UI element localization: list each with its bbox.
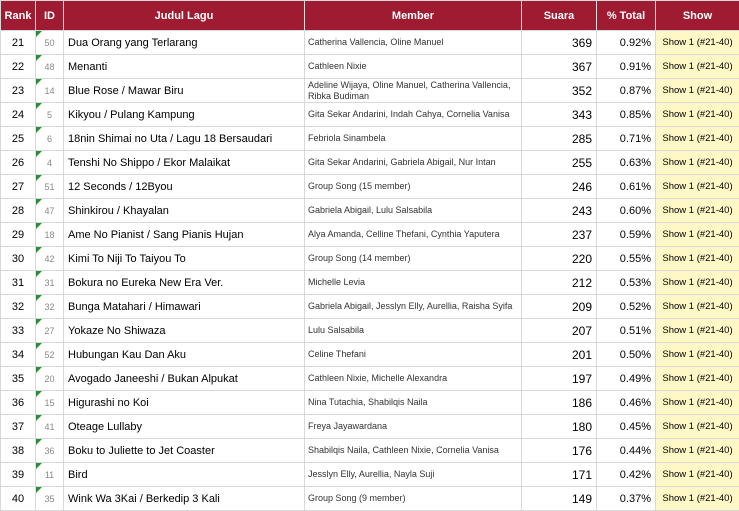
table-row (1, 271, 739, 295)
percent-total-cell: 0.44% (597, 439, 656, 463)
header-member[interactable]: Member (305, 1, 522, 31)
show-cell: Show 1 (#21-40) (656, 367, 739, 391)
header-rank[interactable]: Rank (1, 1, 36, 31)
votes-cell: 343 (522, 103, 597, 127)
show-cell: Show 1 (#21-40) (656, 271, 739, 295)
id-cell: 32 (36, 295, 64, 319)
id-cell: 35 (36, 487, 64, 511)
song-title-cell: Yokaze No Shiwaza (64, 319, 305, 343)
table-row (1, 79, 739, 103)
song-title-cell: Bird (64, 463, 305, 487)
member-cell: Alya Amanda, Celline Thefani, Cynthia Yaputera (305, 223, 522, 247)
show-cell: Show 1 (#21-40) (656, 343, 739, 367)
song-title-cell: Shinkirou / Khayalan (64, 199, 305, 223)
votes-cell: 246 (522, 175, 597, 199)
table-row (1, 319, 739, 343)
member-cell: Cathleen Nixie, Michelle Alexandra (305, 367, 522, 391)
member-cell: Michelle Levia (305, 271, 522, 295)
member-cell: Lulu Salsabila (305, 319, 522, 343)
show-cell: Show 1 (#21-40) (656, 151, 739, 175)
member-cell: Gabriela Abigail, Lulu Salsabila (305, 199, 522, 223)
percent-total-cell: 0.49% (597, 367, 656, 391)
percent-total-cell: 0.60% (597, 199, 656, 223)
percent-total-cell: 0.52% (597, 295, 656, 319)
show-cell: Show 1 (#21-40) (656, 31, 739, 55)
rank-cell: 24 (1, 103, 36, 127)
table-row (1, 103, 739, 127)
votes-cell: 171 (522, 463, 597, 487)
header-title[interactable]: Judul Lagu (64, 1, 305, 31)
rank-cell: 36 (1, 391, 36, 415)
table-row (1, 487, 739, 511)
percent-total-cell: 0.92% (597, 31, 656, 55)
votes-cell: 237 (522, 223, 597, 247)
votes-cell: 149 (522, 487, 597, 511)
percent-total-cell: 0.42% (597, 463, 656, 487)
votes-cell: 367 (522, 55, 597, 79)
votes-cell: 212 (522, 271, 597, 295)
percent-total-cell: 0.59% (597, 223, 656, 247)
id-cell: 52 (36, 343, 64, 367)
table-row (1, 55, 739, 79)
percent-total-cell: 0.45% (597, 415, 656, 439)
id-cell: 41 (36, 415, 64, 439)
show-cell: Show 1 (#21-40) (656, 127, 739, 151)
show-cell: Show 1 (#21-40) (656, 487, 739, 511)
id-cell: 6 (36, 127, 64, 151)
song-title-cell: Wink Wa 3Kai / Berkedip 3 Kali (64, 487, 305, 511)
member-cell: Jesslyn Elly, Aurellia, Nayla Suji (305, 463, 522, 487)
rank-cell: 25 (1, 127, 36, 151)
song-title-cell: 12 Seconds / 12Byou (64, 175, 305, 199)
rank-cell: 37 (1, 415, 36, 439)
votes-cell: 201 (522, 343, 597, 367)
song-title-cell: Avogado Janeeshi / Bukan Alpukat (64, 367, 305, 391)
header-id[interactable]: ID (36, 1, 64, 31)
rank-cell: 39 (1, 463, 36, 487)
id-cell: 50 (36, 31, 64, 55)
rank-cell: 32 (1, 295, 36, 319)
rank-cell: 27 (1, 175, 36, 199)
table-row (1, 223, 739, 247)
table-row (1, 343, 739, 367)
show-cell: Show 1 (#21-40) (656, 79, 739, 103)
table-row (1, 367, 739, 391)
rank-cell: 38 (1, 439, 36, 463)
rank-cell: 28 (1, 199, 36, 223)
rank-cell: 23 (1, 79, 36, 103)
table-row (1, 31, 739, 55)
member-cell: Gita Sekar Andarini, Indah Cahya, Cornelia Vanisa (305, 103, 522, 127)
member-cell: Group Song (15 member) (305, 175, 522, 199)
table-row (1, 199, 739, 223)
id-cell: 31 (36, 271, 64, 295)
show-cell: Show 1 (#21-40) (656, 463, 739, 487)
show-cell: Show 1 (#21-40) (656, 415, 739, 439)
header-percent-total[interactable]: % Total (597, 1, 656, 31)
table-row (1, 175, 739, 199)
rank-cell: 22 (1, 55, 36, 79)
votes-cell: 207 (522, 319, 597, 343)
member-cell: Febriola Sinambela (305, 127, 522, 151)
percent-total-cell: 0.46% (597, 391, 656, 415)
song-title-cell: Tenshi No Shippo / Ekor Malaikat (64, 151, 305, 175)
percent-total-cell: 0.91% (597, 55, 656, 79)
show-cell: Show 1 (#21-40) (656, 391, 739, 415)
song-title-cell: 18nin Shimai no Uta / Lagu 18 Bersaudari (64, 127, 305, 151)
rank-cell: 33 (1, 319, 36, 343)
id-cell: 5 (36, 103, 64, 127)
votes-cell: 352 (522, 79, 597, 103)
id-cell: 42 (36, 247, 64, 271)
member-cell: Adeline Wijaya, Oline Manuel, Catherina Vallencia, Ribka Budiman (305, 79, 522, 103)
member-cell: Group Song (9 member) (305, 487, 522, 511)
table-body (1, 31, 739, 511)
votes-cell: 176 (522, 439, 597, 463)
percent-total-cell: 0.50% (597, 343, 656, 367)
song-title-cell: Kikyou / Pulang Kampung (64, 103, 305, 127)
table-row (1, 439, 739, 463)
id-cell: 48 (36, 55, 64, 79)
header-votes[interactable]: Suara (522, 1, 597, 31)
header-row (1, 1, 739, 31)
rank-cell: 21 (1, 31, 36, 55)
song-title-cell: Hubungan Kau Dan Aku (64, 343, 305, 367)
table-row (1, 295, 739, 319)
id-cell: 27 (36, 319, 64, 343)
table-row (1, 247, 739, 271)
votes-cell: 220 (522, 247, 597, 271)
votes-cell: 186 (522, 391, 597, 415)
id-cell: 4 (36, 151, 64, 175)
votes-cell: 243 (522, 199, 597, 223)
song-title-cell: Higurashi no Koi (64, 391, 305, 415)
percent-total-cell: 0.71% (597, 127, 656, 151)
show-cell: Show 1 (#21-40) (656, 175, 739, 199)
table-row (1, 151, 739, 175)
id-cell: 11 (36, 463, 64, 487)
percent-total-cell: 0.87% (597, 79, 656, 103)
id-cell: 20 (36, 367, 64, 391)
percent-total-cell: 0.53% (597, 271, 656, 295)
song-title-cell: Dua Orang yang Terlarang (64, 31, 305, 55)
table-header (1, 1, 739, 31)
song-title-cell: Kimi To Niji To Taiyou To (64, 247, 305, 271)
member-cell: Nina Tutachia, Shabilqis Naila (305, 391, 522, 415)
rank-cell: 26 (1, 151, 36, 175)
member-cell: Group Song (14 member) (305, 247, 522, 271)
id-cell: 18 (36, 223, 64, 247)
member-cell: Cathleen Nixie (305, 55, 522, 79)
show-cell: Show 1 (#21-40) (656, 223, 739, 247)
member-cell: Celine Thefani (305, 343, 522, 367)
percent-total-cell: 0.51% (597, 319, 656, 343)
song-title-cell: Bokura no Eureka New Era Ver. (64, 271, 305, 295)
show-cell: Show 1 (#21-40) (656, 319, 739, 343)
song-title-cell: Blue Rose / Mawar Biru (64, 79, 305, 103)
show-cell: Show 1 (#21-40) (656, 55, 739, 79)
percent-total-cell: 0.63% (597, 151, 656, 175)
id-cell: 51 (36, 175, 64, 199)
id-cell: 15 (36, 391, 64, 415)
table-row (1, 391, 739, 415)
votes-cell: 369 (522, 31, 597, 55)
song-title-cell: Boku to Juliette to Jet Coaster (64, 439, 305, 463)
votes-cell: 180 (522, 415, 597, 439)
id-cell: 36 (36, 439, 64, 463)
member-cell: Freya Jayawardana (305, 415, 522, 439)
table-row (1, 127, 739, 151)
song-title-cell: Bunga Matahari / Himawari (64, 295, 305, 319)
show-cell: Show 1 (#21-40) (656, 199, 739, 223)
song-title-cell: Menanti (64, 55, 305, 79)
percent-total-cell: 0.55% (597, 247, 656, 271)
votes-cell: 285 (522, 127, 597, 151)
table-row (1, 415, 739, 439)
header-show[interactable]: Show (656, 1, 739, 31)
votes-cell: 209 (522, 295, 597, 319)
rank-cell: 40 (1, 487, 36, 511)
song-title-cell: Ame No Pianist / Sang Pianis Hujan (64, 223, 305, 247)
percent-total-cell: 0.85% (597, 103, 656, 127)
table-row (1, 463, 739, 487)
percent-total-cell: 0.61% (597, 175, 656, 199)
show-cell: Show 1 (#21-40) (656, 439, 739, 463)
show-cell: Show 1 (#21-40) (656, 295, 739, 319)
rank-cell: 30 (1, 247, 36, 271)
percent-total-cell: 0.37% (597, 487, 656, 511)
member-cell: Shabilqis Naila, Cathleen Nixie, Cornelia Vanisa (305, 439, 522, 463)
rank-cell: 34 (1, 343, 36, 367)
member-cell: Catherina Vallencia, Oline Manuel (305, 31, 522, 55)
song-title-cell: Oteage Lullaby (64, 415, 305, 439)
show-cell: Show 1 (#21-40) (656, 103, 739, 127)
rank-cell: 29 (1, 223, 36, 247)
votes-cell: 255 (522, 151, 597, 175)
votes-cell: 197 (522, 367, 597, 391)
id-cell: 14 (36, 79, 64, 103)
rank-cell: 35 (1, 367, 36, 391)
member-cell: Gita Sekar Andarini, Gabriela Abigail, Nur Intan (305, 151, 522, 175)
rank-cell: 31 (1, 271, 36, 295)
member-cell: Gabriela Abigail, Jesslyn Elly, Aurellia, Raisha Syifa (305, 295, 522, 319)
show-cell: Show 1 (#21-40) (656, 247, 739, 271)
id-cell: 47 (36, 199, 64, 223)
